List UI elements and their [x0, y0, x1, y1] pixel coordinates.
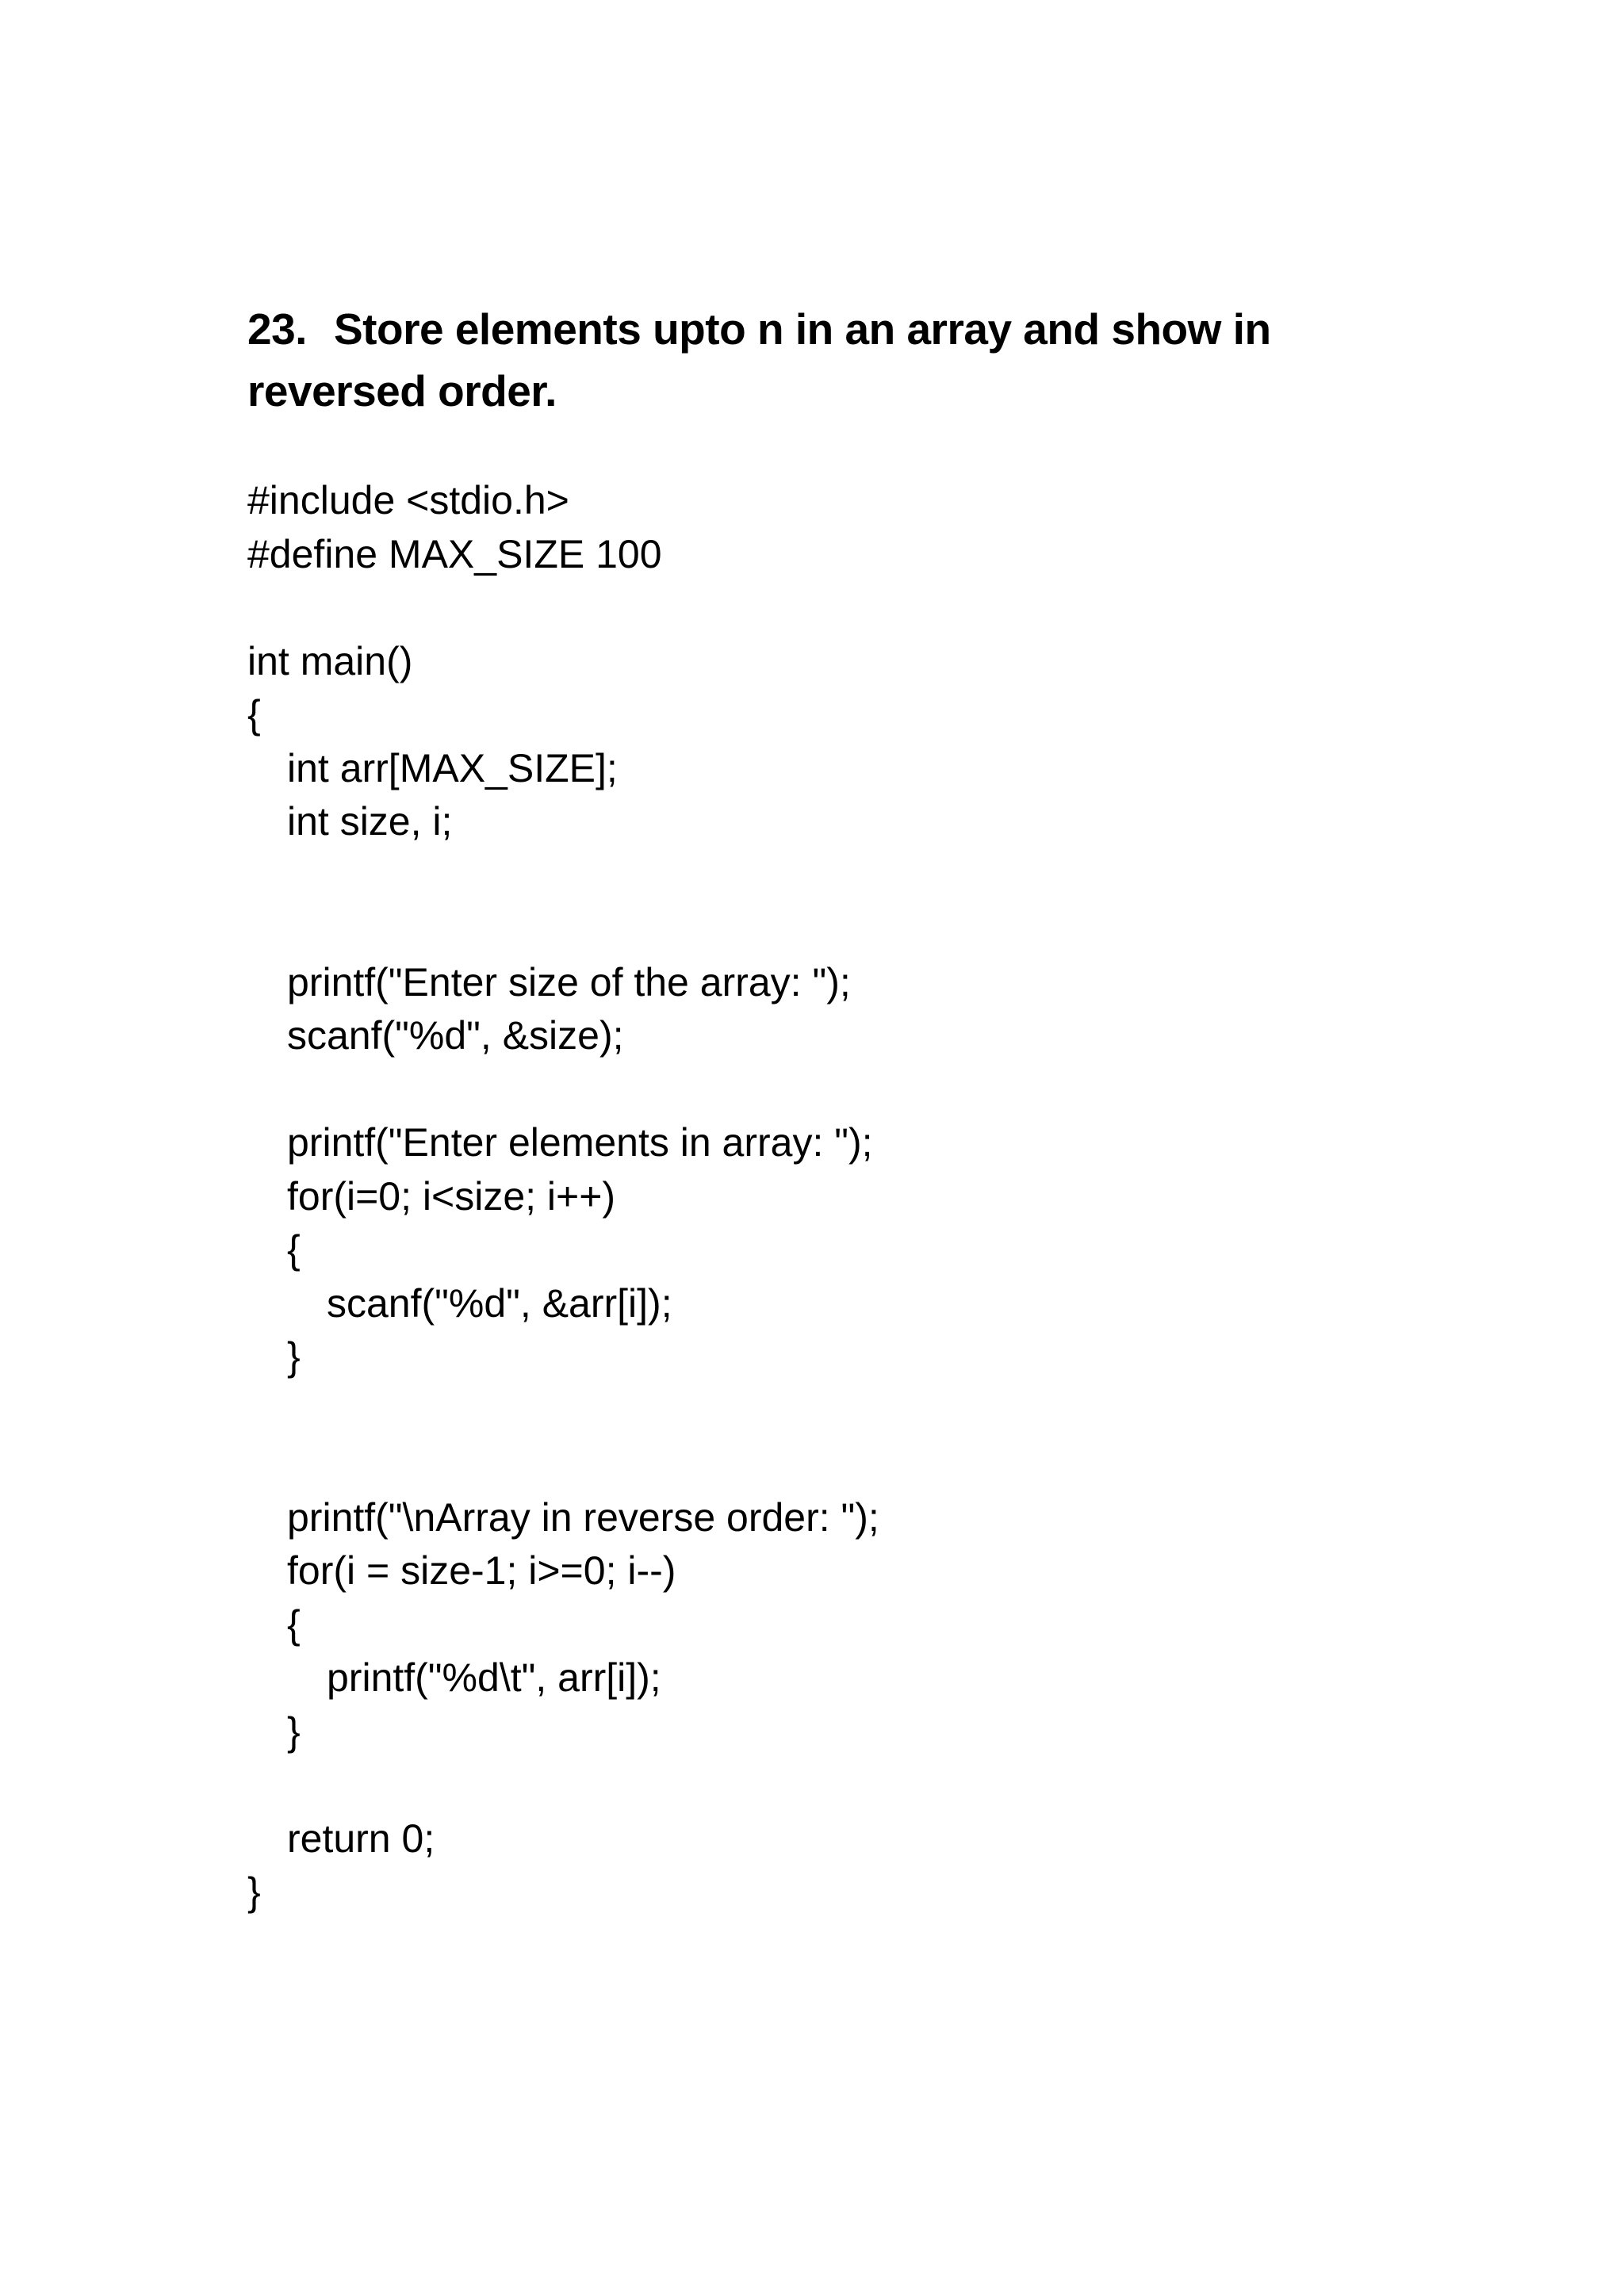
- code-listing: [247, 474, 1516, 1919]
- code-line: printf("Enter size of the array: ");: [287, 959, 851, 1004]
- code-line: [247, 1437, 1516, 1491]
- code-line: {: [287, 1601, 301, 1647]
- code-line: [247, 849, 1516, 903]
- code-line: [247, 1384, 1516, 1438]
- code-line: return 0;: [287, 1816, 435, 1861]
- heading-line-2: reversed order.: [247, 366, 557, 415]
- heading-line-1: [247, 298, 1437, 360]
- code-line: [247, 902, 1516, 956]
- code-line: scanf("%d", &size);: [287, 1013, 624, 1058]
- exercise-number: 23.: [247, 304, 307, 354]
- code-line: [247, 1758, 1516, 1812]
- code-line: printf("\nArray in reverse order: ");: [287, 1494, 879, 1540]
- code-line: #include <stdio.h>: [247, 478, 569, 522]
- code-line: int arr[MAX_SIZE];: [287, 745, 618, 790]
- code-line: int main(): [247, 638, 413, 683]
- code-line: [247, 1063, 1516, 1117]
- code-line: scanf("%d", &arr[i]);: [327, 1280, 672, 1326]
- code-line: [247, 581, 1516, 635]
- heading-text-line-1: Store elements upto n in an array and show in: [333, 304, 1271, 354]
- code-line: {: [247, 692, 261, 737]
- code-line: }: [287, 1334, 301, 1379]
- code-line: }: [247, 1869, 261, 1914]
- code-line: printf("%d\t", arr[i]);: [327, 1655, 661, 1700]
- code-line: for(i=0; i<size; i++): [287, 1173, 616, 1219]
- code-line: {: [287, 1227, 301, 1272]
- exercise-heading: [247, 298, 1437, 422]
- code-line: }: [287, 1709, 301, 1754]
- code-line: printf("Enter elements in array: ");: [287, 1120, 873, 1165]
- code-line: for(i = size-1; i>=0; i--): [287, 1548, 676, 1593]
- code-line: int size, i;: [287, 799, 453, 844]
- code-line: #define MAX_SIZE 100: [247, 531, 662, 576]
